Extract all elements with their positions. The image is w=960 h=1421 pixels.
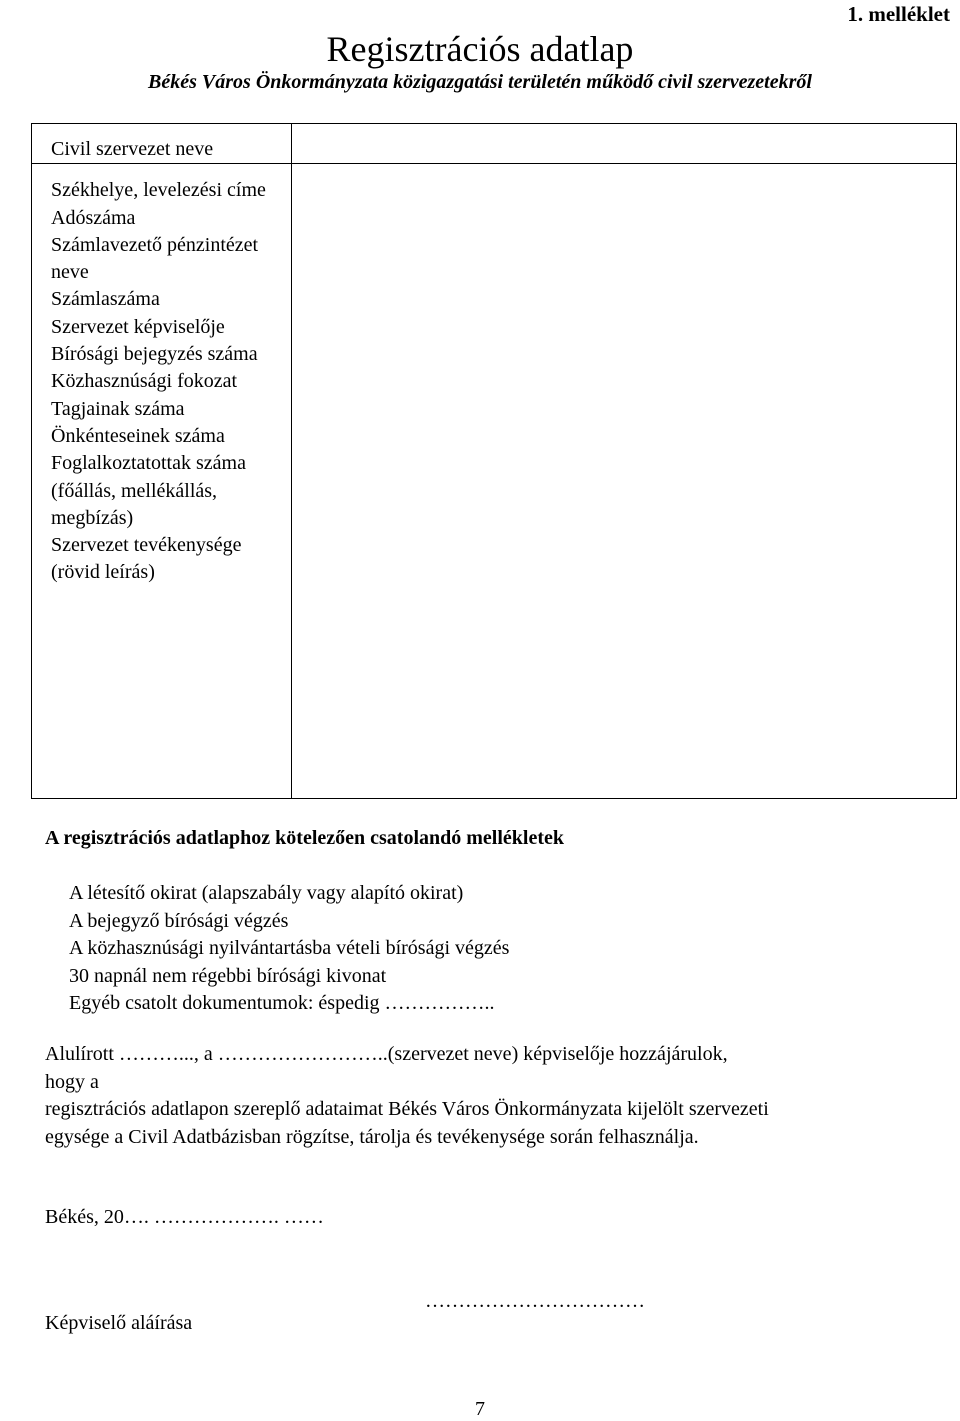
date-line: Békés, 20…. ………………. …… bbox=[45, 1206, 324, 1228]
field-label-employee-count: Foglalkoztatottak száma (főállás, mellékállás, megbízás) bbox=[51, 452, 246, 529]
field-label-member-count: Tagjainak száma bbox=[51, 397, 185, 420]
signature-label: Képviselő aláírása bbox=[45, 1312, 193, 1334]
field-label-court-registration: Bírósági bejegyzés száma bbox=[51, 343, 258, 366]
field-label-activity: Szervezet tevékenysége (rövid leírás) bbox=[51, 534, 242, 584]
field-label-tax-number: Adószáma bbox=[51, 206, 136, 229]
registration-form-table bbox=[31, 123, 957, 799]
field-label-account-number: Számlaszáma bbox=[51, 288, 160, 311]
column-divider bbox=[291, 124, 292, 798]
consent-line: hogy a bbox=[45, 1070, 99, 1093]
page-subtitle: Békés Város Önkormányzata közigazgatási területén működő civil szervezetekről bbox=[148, 71, 812, 93]
signature-line: …………………………… bbox=[425, 1290, 645, 1312]
field-label-address: Székhelye, levelezési címe bbox=[51, 179, 266, 202]
annex-label: 1. melléklet bbox=[847, 2, 950, 26]
attachments-heading: A regisztrációs adatlaphoz kötelezően csatolandó mellékletek bbox=[45, 827, 565, 849]
attachment-item: A létesítő okirat (alapszabály vagy alapító okirat) bbox=[69, 882, 464, 904]
consent-line: egysége a Civil Adatbázisban rögzítse, tárolja és tevékenysége során felhasználja. bbox=[45, 1125, 699, 1148]
attachment-item: Egyéb csatolt dokumentumok: éspedig …………….. bbox=[69, 992, 495, 1014]
attachment-item: A közhasznúsági nyilvántartásba vételi bírósági végzés bbox=[69, 937, 510, 959]
attachments-list bbox=[69, 880, 509, 1018]
consent-line: regisztrációs adatlapon szereplő adataimat Békés Város Önkormányzata kijelölt szervezeti bbox=[45, 1098, 769, 1120]
field-labels bbox=[51, 136, 286, 587]
page-title: Regisztrációs adatlap bbox=[326, 29, 634, 69]
field-label-representative: Szervezet képviselője bbox=[51, 315, 225, 338]
attachment-item: A bejegyző bírósági végzés bbox=[69, 909, 289, 932]
consent-line: Alulírott ………..., a ……………………..(szervezet neve) képviselője hozzájárulok, bbox=[45, 1043, 728, 1065]
page-number: 7 bbox=[475, 1398, 485, 1420]
field-label-name: Civil szervezet neve bbox=[51, 138, 214, 160]
consent-paragraph bbox=[45, 1041, 945, 1151]
field-label-bank-name: Számlavezető pénzintézet neve bbox=[51, 233, 259, 284]
field-label-volunteer-count: Önkénteseinek száma bbox=[51, 424, 225, 447]
field-label-public-benefit-level: Közhasznúsági fokozat bbox=[51, 370, 238, 393]
attachment-item: 30 napnál nem régebbi bírósági kivonat bbox=[69, 964, 387, 987]
